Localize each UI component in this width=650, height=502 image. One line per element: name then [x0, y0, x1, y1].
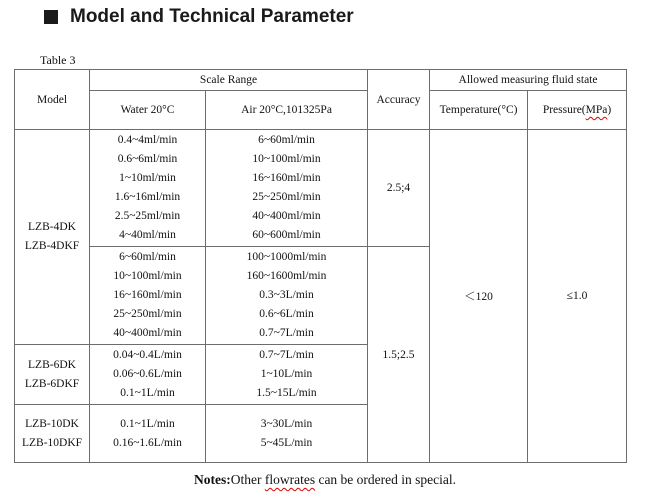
flowrates-word: flowrates	[264, 472, 316, 487]
model-cell: LZB-4DK LZB-4DKF	[15, 130, 90, 345]
notes-label: Notes:	[193, 472, 231, 487]
header-allowed-state: Allowed measuring fluid state	[430, 70, 627, 91]
table-row	[15, 130, 627, 247]
header-scale-range: Scale Range	[90, 70, 368, 91]
table-caption: Table 3	[40, 53, 76, 67]
water-range-cell: 0.1~1L/min 0.16~1.6L/min	[90, 405, 206, 463]
header-pressure: Pressure(MPa)	[528, 91, 627, 130]
table-header-row	[15, 70, 627, 91]
table-subheader-row	[15, 91, 627, 130]
model-cell: LZB-10DK LZB-10DKF	[15, 405, 90, 463]
accuracy-cell: 1.5;2.5	[368, 247, 430, 463]
air-range-cell: 100~1000ml/min 160~1600ml/min 0.3~3L/min 0.6~6L/min 0.7~7L/min	[206, 247, 368, 345]
pressure-cell: ≤1.0	[528, 130, 627, 463]
air-range-cell: 6~60ml/min 10~100ml/min 16~160ml/min 25~250ml/min 40~400ml/min 60~600ml/min	[206, 130, 368, 247]
heading-title: Model and Technical Parameter	[70, 6, 354, 27]
parameter-table	[14, 69, 627, 463]
water-range-cell: 0.04~0.4L/min 0.06~0.6L/min 0.1~1L/min	[90, 345, 206, 405]
model-cell: LZB-6DK LZB-6DKF	[15, 345, 90, 405]
water-range-cell: 6~60ml/min 10~100ml/min 16~160ml/min 25~250ml/min 40~400ml/min	[90, 247, 206, 345]
pressure-unit: MPa	[585, 104, 608, 116]
air-range-cell: 0.7~7L/min 1~10L/min 1.5~15L/min	[206, 345, 368, 405]
air-range-cell: 3~30L/min 5~45L/min	[206, 405, 368, 463]
header-accuracy: Accuracy	[368, 70, 430, 130]
section-heading	[44, 5, 354, 29]
temperature-cell: ＜120	[430, 130, 528, 463]
square-bullet-icon	[44, 10, 58, 24]
water-range-cell: 0.4~4ml/min 0.6~6ml/min 1~10ml/min 1.6~16ml/min 2.5~25ml/min 4~40ml/min	[90, 130, 206, 247]
accuracy-cell: 2.5;4	[368, 130, 430, 247]
header-model: Model	[15, 70, 90, 130]
header-air: Air 20°C,101325Pa	[206, 91, 368, 130]
notes-line: Notes:Other flowrates can be ordered in special.	[193, 472, 457, 487]
header-temperature: Temperature(°C)	[430, 91, 528, 130]
header-water: Water 20°C	[90, 91, 206, 130]
